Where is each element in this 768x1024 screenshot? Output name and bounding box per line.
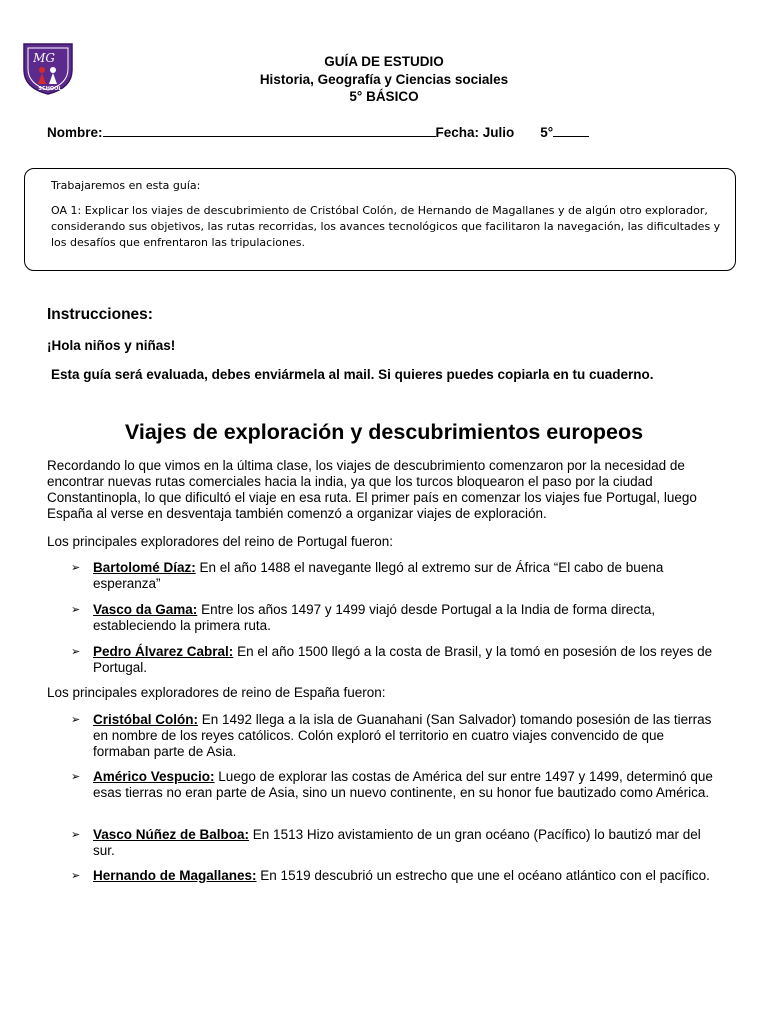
explorer-text: En 1519 descubrió un estrecho que une el océano atlántico con el pacífico. [256,868,710,883]
date-label: Fecha: Julio [435,125,515,140]
list-item [71,769,721,801]
explorer-text: Entre los años 1497 y 1499 viajó desde Portugal a la India de forma directa, estableciendo la primera ruta. [93,602,656,633]
name-label: Nombre: [47,125,103,140]
intro-paragraph: Recordando lo que vimos en la última clase, los viajes de descubrimiento comenzaron por la necesidad de encontrar nuevas rutas comerciales hacia la india, ya que los turcos bloquearon el paso por la ciudad Constantinopla, lo que dificultó el viaje en esa ruta. El primer país en comenzar los viajes fue Portugal, luego España al verse en desventaja también comenzó a organizar viajes de exploración. [47,458,697,521]
logo-caption: SCHOOL [38,86,62,92]
list-item [71,868,721,884]
portugal-heading: Los principales exploradores del reino de Portugal fueron: [47,534,393,549]
header-subject: Historia, Geografía y Ciencias sociales [259,71,509,87]
header-grade: 5° BÁSICO [349,89,419,104]
name-field-line [103,122,436,137]
instructions-text: Esta guía será evaluada, debes enviármela al mail. Si quieres puedes copiarla en tu cuaderno. [51,367,654,382]
list-item [71,827,721,859]
explorer-text: En 1492 llega a la isla de Guanahani (San Salvador) tomando posesión de las tierras en nombre de los reyes católicos. Colón exploró el territorio en cuatro viajes convencido de que formaban parte de Asia. [93,712,712,759]
spain-heading: Los principales exploradores de reino de España fueron: [47,685,386,700]
explorer-name: Vasco da Gama: [93,602,198,617]
grade-field-line [553,122,589,137]
bullet-arrow-icon: ➢ [71,870,81,882]
explorer-name: Bartolomé Díaz: [93,560,196,575]
document-header [0,53,768,106]
name-date-row [47,122,589,140]
objective-box [24,168,736,271]
explorer-name: Cristóbal Colón: [93,712,198,727]
bullet-arrow-icon: ➢ [71,604,81,616]
header-title: GUÍA DE ESTUDIO [324,54,444,69]
list-item [71,712,721,760]
grade-label: 5° [540,125,554,140]
explorer-text: En 1513 Hizo avistamiento de un gran océano (Pacífico) lo bautizó mar del sur. [93,827,701,858]
list-item [71,602,721,634]
explorer-name: Vasco Núñez de Balboa: [93,827,250,842]
greeting: ¡Hola niños y niñas! [47,338,176,353]
explorer-name: Hernando de Magallanes: [93,868,257,883]
explorer-text: Luego de explorar las costas de América del sur entre 1497 y 1499, determinó que esas tierras no eran parte de Asia, sino un nuevo continente, en su honor fue bautizado como América. [93,769,713,800]
list-item [71,560,721,592]
bullet-arrow-icon: ➢ [71,829,81,841]
objective-intro: Trabajaremos en esta guía: [51,179,201,192]
main-title: Viajes de exploración y descubrimientos europeos [124,420,644,444]
explorer-name: Américo Vespucio: [93,769,215,784]
list-item [71,644,721,676]
objective-text: OA 1: Explicar los viajes de descubrimiento de Cristóbal Colón, de Hernando de Magallanes y de algún otro explorador, considerando sus objetivos, las rutas recorridas, los avances tecnológicos que facilitaron la navegación, las dificultades y los desafíos que enfrentaron las tripulaciones. [51,204,721,249]
bullet-arrow-icon: ➢ [71,562,81,574]
bullet-arrow-icon: ➢ [71,771,81,783]
explorer-text: En el año 1500 llegó a la costa de Brasil, y la tomó en posesión de los reyes de Portugal. [93,644,713,675]
bullet-arrow-icon: ➢ [71,646,81,658]
explorer-name: Pedro Álvarez Cabral: [93,644,234,659]
bullet-arrow-icon: ➢ [71,714,81,726]
instructions-title: Instrucciones: [47,306,153,323]
logo-initials: MG [33,51,55,65]
explorer-text: En el año 1488 el navegante llegó al extremo sur de África “El cabo de buena esperanza” [93,560,664,591]
